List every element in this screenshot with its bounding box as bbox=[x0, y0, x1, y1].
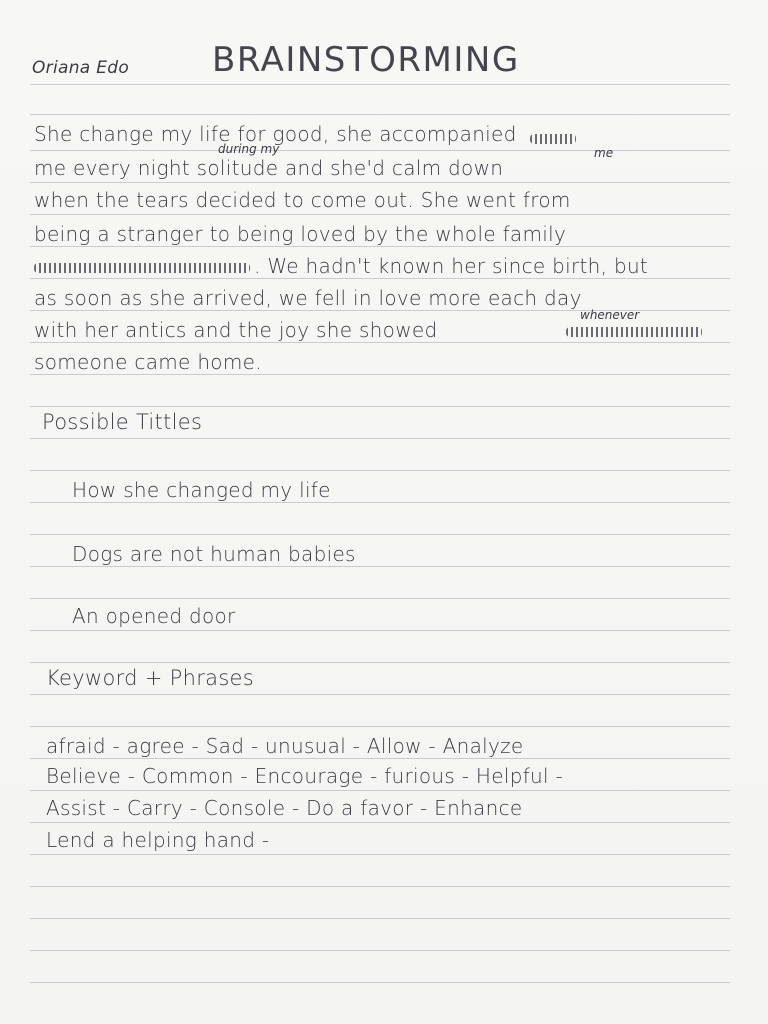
insertion-me: me bbox=[594, 146, 614, 160]
keyword-line-4: Lend a helping hand - bbox=[46, 828, 270, 852]
ruled-line bbox=[30, 470, 730, 471]
ruled-line bbox=[30, 182, 730, 183]
page-title: BRAINSTORMING bbox=[212, 40, 520, 80]
crossed-out-phrase bbox=[34, 263, 250, 273]
ruled-line bbox=[30, 84, 730, 85]
ruled-line bbox=[30, 406, 730, 407]
title-option: Dogs are not human babies bbox=[72, 542, 356, 566]
keyword-line-2: Believe - Common - Encourage - furious - Helpful - bbox=[46, 764, 564, 788]
insertion-whenever: whenever bbox=[580, 308, 640, 322]
ruled-line bbox=[30, 246, 730, 247]
ruled-line bbox=[30, 790, 730, 791]
titles-heading: Possible Tittles bbox=[42, 410, 203, 434]
ruled-line bbox=[30, 150, 730, 151]
title-option: An opened door bbox=[72, 604, 236, 628]
insertion-during-my: during my bbox=[218, 142, 280, 156]
paragraph-line-8: someone came home. bbox=[34, 350, 262, 374]
keyword-line-3: Assist - Carry - Console - Do a favor - Enhance bbox=[46, 796, 523, 820]
crossed-out-word bbox=[530, 134, 576, 144]
ruled-line bbox=[30, 758, 730, 759]
paragraph-line-5: . We hadn't known her since birth, but bbox=[254, 254, 649, 278]
crossed-out-word bbox=[566, 327, 702, 337]
ruled-line bbox=[30, 918, 730, 919]
author-name: Oriana Edo bbox=[32, 58, 130, 78]
ruled-line bbox=[30, 854, 730, 855]
ruled-line bbox=[30, 214, 730, 215]
paragraph-line-4: being a stranger to being loved by the whole family bbox=[34, 222, 567, 246]
ruled-line bbox=[30, 630, 730, 631]
ruled-line bbox=[30, 726, 730, 727]
ruled-line bbox=[30, 566, 730, 567]
ruled-line bbox=[30, 598, 730, 599]
ruled-line bbox=[30, 374, 730, 375]
ruled-line bbox=[30, 982, 730, 983]
paragraph-line-2: me every night solitude and she'd calm down bbox=[34, 156, 504, 180]
ruled-line bbox=[30, 662, 730, 663]
ruled-line bbox=[30, 886, 730, 887]
ruled-line bbox=[30, 822, 730, 823]
paragraph-line-7: with her antics and the joy she showed bbox=[34, 318, 438, 342]
paragraph-line-3: when the tears decided to come out. She went from bbox=[34, 188, 571, 212]
keyword-line-1: afraid - agree - Sad - unusual - Allow - Analyze bbox=[46, 734, 524, 758]
ruled-line bbox=[30, 502, 730, 503]
paragraph-line-1: She change my life for good, she accompanied bbox=[34, 122, 517, 146]
ruled-line bbox=[30, 114, 730, 115]
title-option: How she changed my life bbox=[72, 478, 331, 502]
ruled-line bbox=[30, 278, 730, 279]
keywords-heading: Keyword + Phrases bbox=[46, 666, 255, 690]
ruled-line bbox=[30, 950, 730, 951]
paragraph-line-6: as soon as she arrived, we fell in love more each day bbox=[34, 286, 582, 310]
ruled-line bbox=[30, 694, 730, 695]
ruled-line bbox=[30, 342, 730, 343]
ruled-line bbox=[30, 534, 730, 535]
ruled-line bbox=[30, 438, 730, 439]
